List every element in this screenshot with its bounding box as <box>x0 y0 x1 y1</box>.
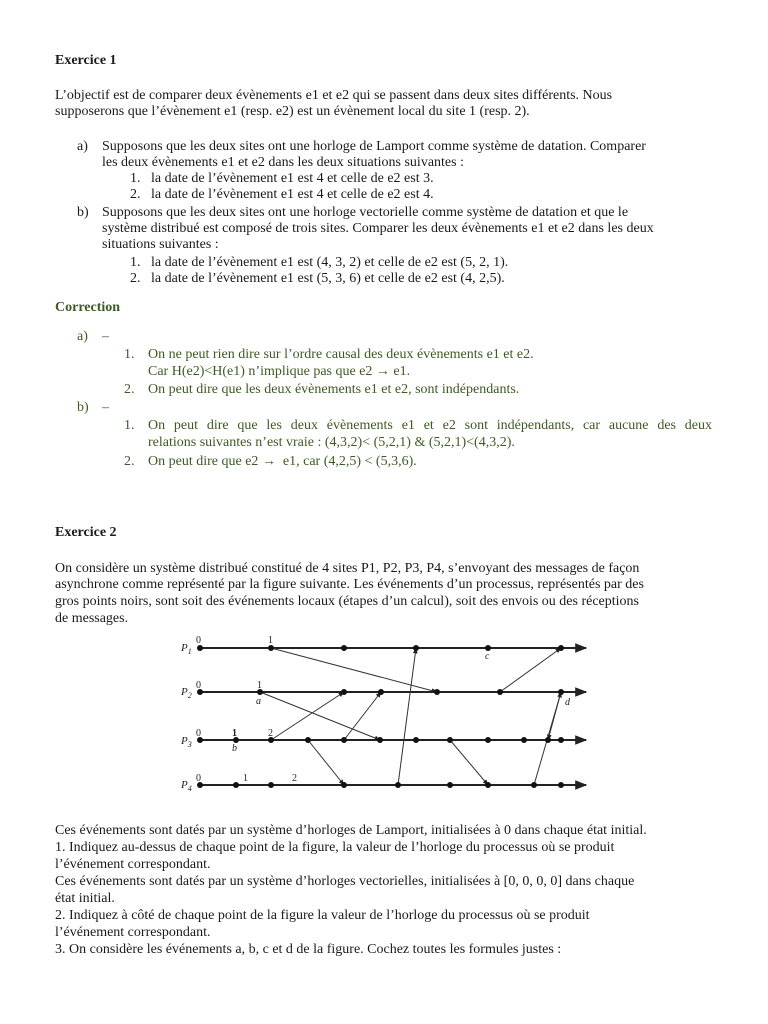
event-dot <box>447 782 453 788</box>
correction-b2-number: 2. <box>124 454 135 469</box>
correction-a-label: a) <box>77 329 88 344</box>
event-label-d: d <box>565 697 570 708</box>
event-dot <box>434 689 440 695</box>
event-dot <box>447 737 453 743</box>
correction-b2-text: On peut dire que e2 → e1, car (4,2,5) < (5,3,6). <box>148 454 417 469</box>
event-dot <box>341 737 347 743</box>
event-dot <box>413 645 419 651</box>
event-dot <box>413 737 419 743</box>
event-dot <box>395 782 401 788</box>
event-dot <box>268 782 274 788</box>
clock-label: 1 <box>243 773 248 784</box>
correction-b-label: b) <box>77 400 89 415</box>
correction-b-dash: – <box>102 400 109 415</box>
question-line-3: l’événement correspondant. <box>55 857 211 872</box>
correction-a1-line-1: On ne peut rien dire sur l’ordre causal des deux évènements e1 et e2. <box>148 347 534 362</box>
question-a-item-2: la date de l’évènement e1 est 4 et celle de e2 est 4. <box>151 187 434 202</box>
clock-label: 1 <box>232 728 237 739</box>
question-b-line-2: système distribué est composé de trois sites. Comparer les deux évènements e1 et e2 dans les deux <box>102 221 654 236</box>
event-label-c: c <box>485 651 490 662</box>
process-label-p3: $P_3$ <box>181 735 192 749</box>
exercise-1-intro-line-1: L’objectif est de comparer deux évènements e1 et e2 qui se passent dans deux sites différents. Nous <box>55 88 613 103</box>
clock-label: 0 <box>196 635 201 646</box>
question-a-item-1: la date de l’évènement e1 est 4 et celle de e2 est 3. <box>151 171 434 186</box>
message-p3-to-p4-b <box>450 740 488 785</box>
event-dot <box>558 782 564 788</box>
question-line-2: 1. Indiquez au-dessus de chaque point de la figure, la valeur de l’horloge du processus où se produit <box>55 840 615 855</box>
exercise-2-intro-line-2: asynchrone comme représenté par la figure suivante. Les événements d’un processus, représentés par des <box>55 577 644 592</box>
message-p2-to-p1 <box>500 648 561 692</box>
event-dot <box>558 737 564 743</box>
correction-a-dash: – <box>102 329 109 344</box>
question-line-7: l’événement correspondant. <box>55 925 211 940</box>
event-label-a: a <box>256 696 261 707</box>
clock-label: 0 <box>196 773 201 784</box>
message-p3-to-p2 <box>271 692 344 740</box>
correction-b1-line-1: On peut dire que les deux évènements e1 et e2 sont indépendants, car aucune des deux <box>148 418 712 433</box>
clock-label: 1 <box>257 680 262 691</box>
question-b-item-1: la date de l’évènement e1 est (4, 3, 2) et celle de e2 est (5, 2, 1). <box>151 255 509 270</box>
clock-label: 2 <box>292 773 297 784</box>
question-b-line-1: Supposons que les deux sites ont une horloge vectorielle comme système de datation et que le <box>102 205 629 220</box>
clock-label: 2 <box>268 728 273 739</box>
exercise-1-intro-line-2: supposerons que l’évènement e1 (resp. e2) est un évènement local du site 1 (resp. 2). <box>55 104 530 119</box>
event-dot <box>341 689 347 695</box>
event-dot <box>341 782 347 788</box>
event-dot <box>558 645 564 651</box>
message-p2-to-p3-b <box>548 692 561 740</box>
exercise-2-intro-line-4: de messages. <box>55 611 129 626</box>
correction-a2-text: On peut dire que les deux évènements e1 et e2, sont indépendants. <box>148 382 520 397</box>
correction-b1-line-2: relations suivantes n’est vraie : (4,3,2)< (5,2,1) & (5,2,1)<(4,3,2). <box>148 435 515 450</box>
process-label-p1: $P_1$ <box>181 642 192 656</box>
correction-a1-number: 1. <box>124 347 135 362</box>
exercise-2-intro-line-3: gros points noirs, sont soit des événements locaux (étapes d’un calcul), soit des envois ou des réceptions <box>55 594 639 609</box>
question-a-line-1: Supposons que les deux sites ont une horloge de Lamport comme système de datation. Comparer <box>102 139 646 154</box>
question-a-label: a) <box>77 139 88 154</box>
question-b-line-3: situations suivantes : <box>102 237 219 252</box>
exercise-2-title: Exercice 2 <box>55 525 117 540</box>
question-b-item-2: la date de l’évènement e1 est (5, 3, 6) et celle de e2 est (4, 2,5). <box>151 271 505 286</box>
question-a-item-1-number: 1. <box>130 171 141 186</box>
clock-label: 1 <box>268 635 273 646</box>
event-dot <box>531 782 537 788</box>
correction-a1-line-2: Car H(e2)<H(e1) n’implique pas que e2 → e1. <box>148 364 411 379</box>
question-a-line-2: les deux évènements e1 et e2 dans les deux situations suivantes : <box>102 155 464 170</box>
question-line-4: Ces événements sont datés par un système d’horloges vectorielles, initialisées à [0, 0, 0, 0] dans chaque <box>55 874 635 889</box>
event-dot <box>485 737 491 743</box>
clock-label: 0 <box>196 728 201 739</box>
question-line-5: état initial. <box>55 891 115 906</box>
event-dot-d <box>558 689 564 695</box>
event-dot <box>305 737 311 743</box>
correction-a2-number: 2. <box>124 382 135 397</box>
event-label-b: b <box>232 743 237 754</box>
event-dot <box>378 689 384 695</box>
question-line-8: 3. On considère les événements a, b, c et d de la figure. Cochez toutes les formules justes : <box>55 942 562 957</box>
message-p4-to-p1 <box>398 648 416 785</box>
event-dot <box>521 737 527 743</box>
event-dot <box>341 645 347 651</box>
question-a-item-2-number: 2. <box>130 187 141 202</box>
exercise-2-intro-line-1: On considère un système distribué constitué de 4 sites P1, P2, P3, P4, s’envoyant des messages de façon <box>55 561 640 576</box>
event-dot <box>233 782 239 788</box>
event-dot <box>545 737 551 743</box>
exercise-1-title: Exercice 1 <box>55 53 117 68</box>
message-p3-to-p4 <box>308 740 344 785</box>
process-label-p2: $P_2$ <box>181 686 192 700</box>
question-b-item-1-number: 1. <box>130 255 141 270</box>
clock-label: 0 <box>196 680 201 691</box>
question-b-item-2-number: 2. <box>130 271 141 286</box>
event-dot <box>497 689 503 695</box>
correction-b1-number: 1. <box>124 418 135 433</box>
question-b-label: b) <box>77 205 89 220</box>
correction-title: Correction <box>55 300 121 315</box>
question-line-1: Ces événements sont datés par un système d’horloges de Lamport, initialisées à 0 dans chaque état initial. <box>55 823 647 838</box>
question-line-6: 2. Indiquez à côté de chaque point de la figure la valeur de l’horloge du processus où se produit <box>55 908 590 923</box>
event-dot <box>377 737 383 743</box>
event-dot <box>485 782 491 788</box>
process-label-p4: $P_4$ <box>181 779 192 793</box>
message-p1-to-p2 <box>271 648 437 692</box>
